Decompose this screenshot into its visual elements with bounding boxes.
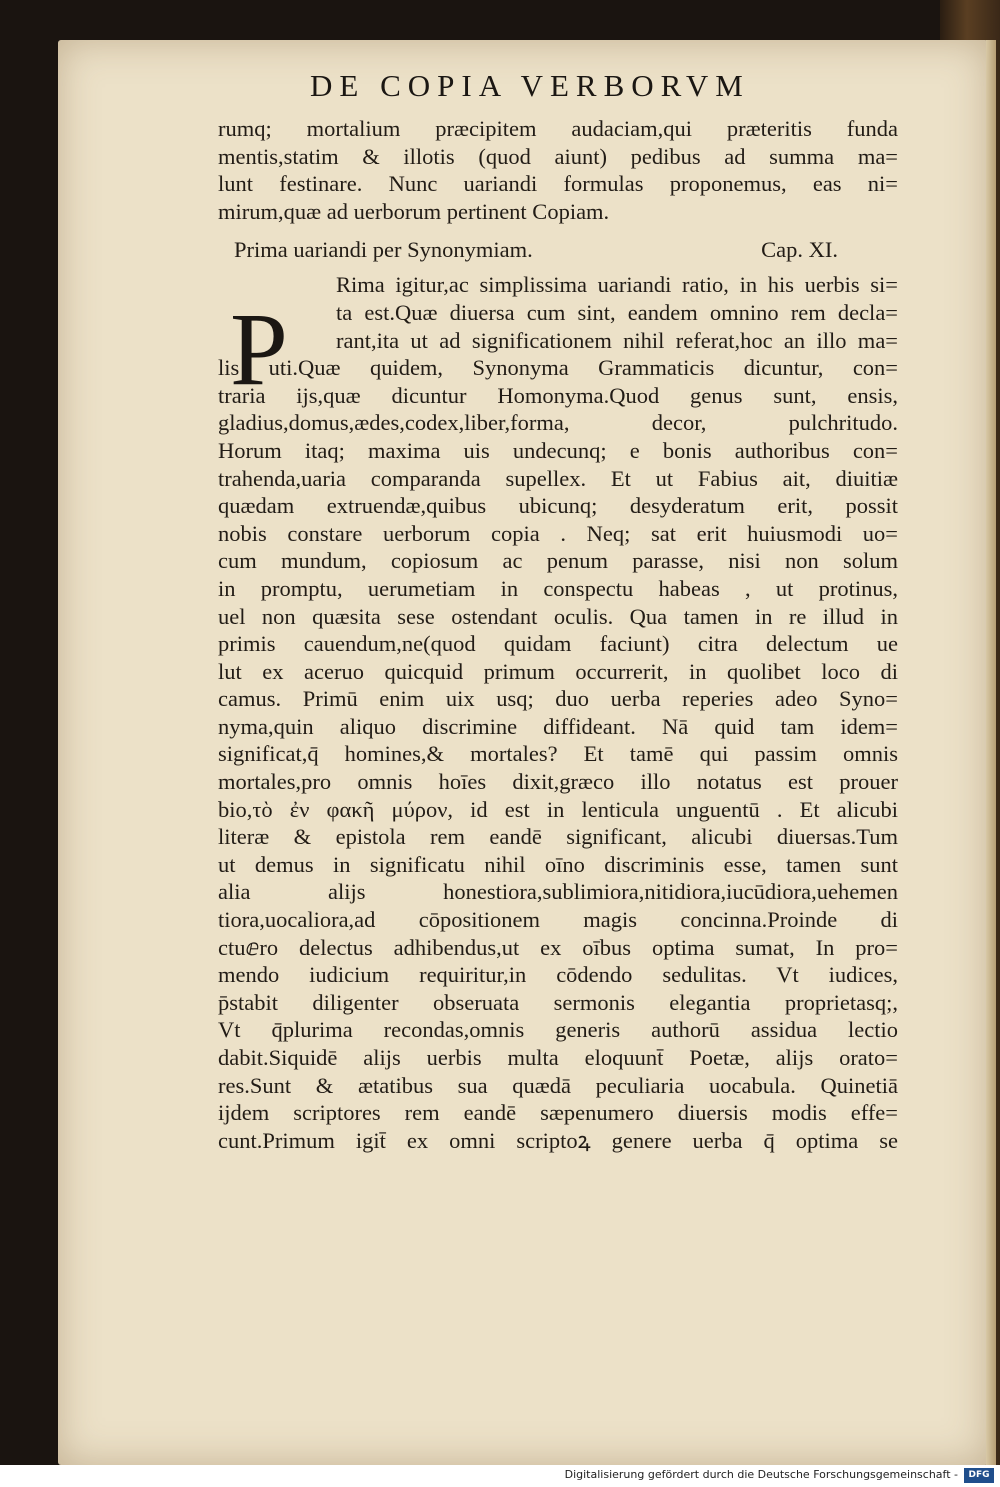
text-line: lis uti.Quæ quidem, Synonyma Grammaticis dicuntur, con= xyxy=(218,355,898,381)
text-line: traria ijs,quæ dicuntur Homonyma.Quod genus sunt, ensis, xyxy=(218,382,898,408)
text-line: quædam extruendæ,quibus ubicunq; desyderatum erit, possit xyxy=(218,493,898,519)
text-line: uel non quæsita sese ostendant oculis. Qua tamen in re illud in xyxy=(218,603,898,629)
text-line: lunt festinare. Nunc uariandi formulas proponemus, eas ni= xyxy=(218,171,898,197)
text-line: primis cauendum,ne(quod quidam faciunt) citra delectum ue xyxy=(218,631,898,657)
chapter-title: Prima uariandi per Synonymiam. xyxy=(234,237,533,263)
funding-credit: Digitalisierung gefördert durch die Deutsche Forschungsgemeinschaft - xyxy=(564,1468,958,1481)
text-line: nobis constare uerborum copia . Neq; sat erit huiusmodi uo= xyxy=(218,520,898,546)
text-line: ctuⅇro delectus adhibendus,ut ex oībus optima sumat, In pro= xyxy=(218,934,898,960)
text-line: alia alijs honestiora,sublimiora,nitidiora,iucūdiora,uehemen xyxy=(218,879,898,905)
text-line: nyma,quin aliquo discrimine diffideant. Nā quid tam idem= xyxy=(218,713,898,739)
text-line: Rima igitur,ac simplissima uariandi ratio, in his uerbis si= xyxy=(336,272,898,298)
text-line: rumq; mortalium præcipitem audaciam,qui præteritis funda xyxy=(218,116,898,141)
text-line: mentis,statim & illotis (quod aiunt) pedibus ad summa ma= xyxy=(218,143,898,169)
running-head: DE COPIA VERBORVM xyxy=(310,68,750,103)
text-line: Vt q̄plurima recondas,omnis generis authorū assidua lectio xyxy=(218,1017,898,1043)
text-line: mirum,quæ ad uerborum pertinent Copiam. xyxy=(218,198,610,224)
text-line: camus. Primū enim uix usq; duo uerba reperies adeo Syno= xyxy=(218,686,898,712)
text-line: rant,ita ut ad significationem nihil referat,hoc an illo ma= xyxy=(336,327,898,353)
text-line: mortales,pro omnis hoīes dixit,græco illo notatus est prouer xyxy=(218,769,898,795)
text-line: ta est.Quæ diuersa cum sint, eandem omnino rem decla= xyxy=(336,299,898,325)
text-line: ijdem scriptores rem eandē sæpenumero diuersis modis effe= xyxy=(218,1100,898,1126)
text-line: gladius,domus,ædes,codex,liber,forma, decor, pulchritudo. xyxy=(218,410,898,436)
text-line: trahenda,uaria comparanda supellex. Et ut Fabius ait, diuitiæ xyxy=(218,465,898,491)
text-line: lut ex aceruo quicquid primum occurrerit, in quolibet loco di xyxy=(218,658,898,684)
page-edge xyxy=(986,40,996,1465)
text-line: cunt.Primum igit̄ ex omni scriptoꝝ genere uerba q̄ optima se xyxy=(218,1127,898,1153)
drop-cap: P xyxy=(230,292,288,407)
text-line: cum mundum, copiosum ac penum parasse, nisi non solum xyxy=(218,548,898,574)
text-line: res.Sunt & ætatibus sua quædā peculiaria uocabula. Quinetiā xyxy=(218,1072,898,1098)
page-body xyxy=(218,115,898,1154)
chapter-text xyxy=(218,271,898,1154)
text-line: significat,q̄ homines,& mortales? Et tamē qui passim omnis xyxy=(218,741,898,767)
text-line: p̄stabit diligenter obseruata sermonis elegantia proprietasq;, xyxy=(218,989,898,1015)
text-line: Horum itaq; maxima uis undecunq; e bonis authoribus con= xyxy=(218,437,898,463)
chapter-heading xyxy=(218,231,898,269)
text-line: in promptu, uerumetiam in conspectu habeas , ut protinus, xyxy=(218,575,898,601)
text-line: tiora,uocaliora,ad cōpositionem magis concinna.Proinde di xyxy=(218,907,898,933)
dfg-logo: DFG xyxy=(964,1468,994,1483)
text-line: dabit.Siquidē alijs uerbis multa eloquunt̄ Poetæ, alijs orato= xyxy=(218,1045,898,1070)
text-line: bio,τὸ ἐν φακῆ μύρον, id est in lenticula unguentū . Et alicubi xyxy=(218,796,898,822)
digitization-footer xyxy=(0,1465,1000,1487)
chapter-number: Cap. XI. xyxy=(761,237,838,263)
text-line: literæ & epistola rem eandē significant, alicubi diuersas.Tum xyxy=(218,824,898,850)
text-line: ut demus in significatu nihil oīno discriminis esse, tamen sunt xyxy=(218,851,898,877)
intro-paragraph xyxy=(218,115,898,225)
text-line: mendo iudicium requiritur,in cōdendo sedulitas. Vt iudices, xyxy=(218,962,898,988)
